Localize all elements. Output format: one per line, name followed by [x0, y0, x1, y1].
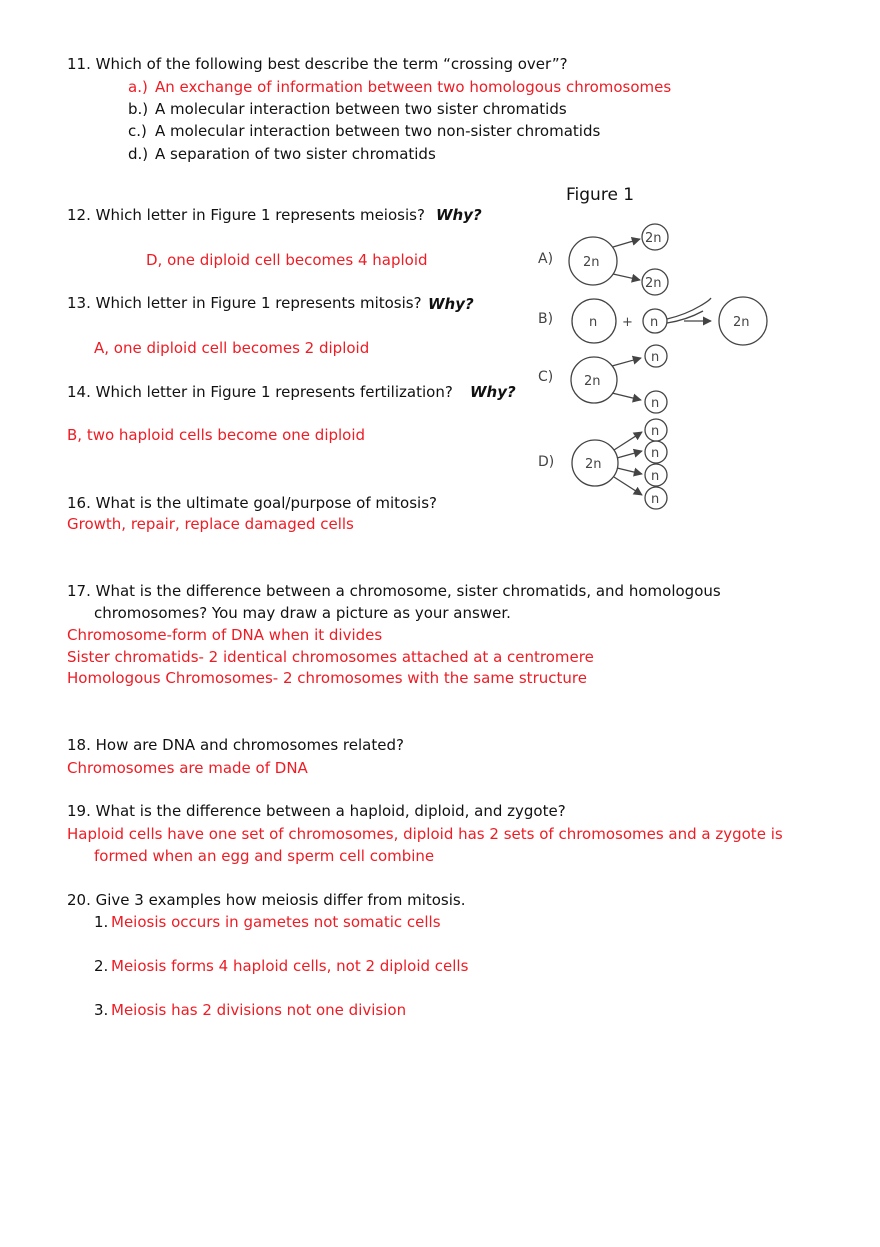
- q17-answer-sister-chromatids: Sister chromatids- 2 identical chromosomes attached at a centromere: [67, 648, 594, 666]
- fig-b-haploid-2-label: n: [650, 315, 659, 330]
- q11-option-d-letter: d.): [128, 145, 149, 163]
- q18-answer: Chromosomes are made of DNA: [67, 759, 308, 777]
- q11-option-a: An exchange of information between two homologous chromosomes: [155, 78, 672, 96]
- q20-question: 20. Give 3 examples how meiosis differ from mitosis.: [67, 891, 466, 909]
- q17-answer-homologous: Homologous Chromosomes- 2 chromosomes with the same structure: [67, 669, 587, 687]
- fig-d-arrow-2: [617, 451, 642, 458]
- fig-d-arrow-4: [614, 477, 642, 495]
- q11-option-b-letter: b.): [128, 100, 149, 118]
- q16-answer: Growth, repair, replace damaged cells: [67, 515, 354, 533]
- fig-c-arrow-top: [612, 358, 641, 366]
- fig-d-daughter-3-label: n: [651, 469, 660, 484]
- fig-c-daughter-bottom-label: n: [651, 396, 660, 411]
- figure-1-diagram: [528, 218, 788, 518]
- q19-answer-line1: Haploid cells have one set of chromosomes, diploid has 2 sets of chromosomes and a zygote is: [67, 825, 783, 843]
- fig-d-arrow-1: [614, 432, 642, 450]
- fig-a-daughter-bottom-label: 2n: [645, 276, 662, 291]
- q14-question: 14. Which letter in Figure 1 represents fertilization?: [67, 383, 453, 401]
- q20-item3-num: 3.: [94, 1001, 109, 1019]
- fig-a-daughter-top-label: 2n: [645, 231, 662, 246]
- q20-item2-num: 2.: [94, 957, 109, 975]
- q11-option-a-letter: a.): [128, 78, 148, 96]
- fig-d-parent-label: 2n: [585, 457, 602, 472]
- q12-question: 12. Which letter in Figure 1 represents meiosis?: [67, 206, 425, 224]
- fig-d-daughter-4-label: n: [651, 492, 660, 507]
- q14-why: Why?: [470, 383, 516, 401]
- q17-question-line2: chromosomes? You may draw a picture as your answer.: [94, 604, 511, 622]
- figure-title: Figure 1: [566, 185, 635, 205]
- q12-answer: D, one diploid cell becomes 4 haploid: [146, 251, 428, 269]
- q13-answer: A, one diploid cell becomes 2 diploid: [94, 339, 370, 357]
- fig-b-plus: +: [622, 315, 633, 330]
- q20-item1-num: 1.: [94, 913, 109, 931]
- q13-why: Why?: [428, 295, 474, 313]
- q11-option-d: A separation of two sister chromatids: [155, 145, 436, 163]
- fig-b-zygote-label: 2n: [733, 315, 750, 330]
- fig-a-parent-label: 2n: [583, 255, 600, 270]
- fig-a-arrow-bottom: [613, 274, 640, 280]
- q13-question: 13. Which letter in Figure 1 represents mitosis?: [67, 294, 422, 312]
- q12-why: Why?: [436, 206, 482, 224]
- q11-option-c: A molecular interaction between two non-sister chromatids: [155, 122, 601, 140]
- fig-d-daughter-1-label: n: [651, 424, 660, 439]
- q20-item2: Meiosis forms 4 haploid cells, not 2 diploid cells: [111, 957, 469, 975]
- fig-d-daughter-2-label: n: [651, 446, 660, 461]
- fig-c-arrow-bottom: [612, 393, 641, 400]
- q20-item1: Meiosis occurs in gametes not somatic cells: [111, 913, 441, 931]
- q19-answer-line2: formed when an egg and sperm cell combine: [94, 847, 435, 865]
- fig-b-sperm-tail: [667, 298, 711, 319]
- q16-question: 16. What is the ultimate goal/purpose of mitosis?: [67, 494, 437, 512]
- fig-c-daughter-top-label: n: [651, 350, 660, 365]
- fig-label-c: C): [538, 369, 554, 385]
- fig-a-arrow-top: [613, 239, 640, 247]
- fig-label-d: D): [538, 454, 555, 470]
- fig-label-b: B): [538, 311, 554, 327]
- q14-answer: B, two haploid cells become one diploid: [67, 426, 366, 444]
- q11-option-c-letter: c.): [128, 122, 147, 140]
- fig-d-arrow-3: [617, 468, 642, 474]
- q17-question-line1: 17. What is the difference between a chromosome, sister chromatids, and homologous: [67, 582, 721, 600]
- q11-question: 11. Which of the following best describe the term “crossing over”?: [67, 55, 568, 73]
- q20-item3: Meiosis has 2 divisions not one division: [111, 1001, 407, 1019]
- q18-question: 18. How are DNA and chromosomes related?: [67, 736, 404, 754]
- fig-label-a: A): [538, 251, 554, 267]
- fig-b-haploid-1-label: n: [589, 315, 598, 330]
- fig-c-parent-label: 2n: [584, 374, 601, 389]
- q19-question: 19. What is the difference between a haploid, diploid, and zygote?: [67, 802, 566, 820]
- q11-option-b: A molecular interaction between two sister chromatids: [155, 100, 567, 118]
- q17-answer-chromosome: Chromosome-form of DNA when it divides: [67, 626, 383, 644]
